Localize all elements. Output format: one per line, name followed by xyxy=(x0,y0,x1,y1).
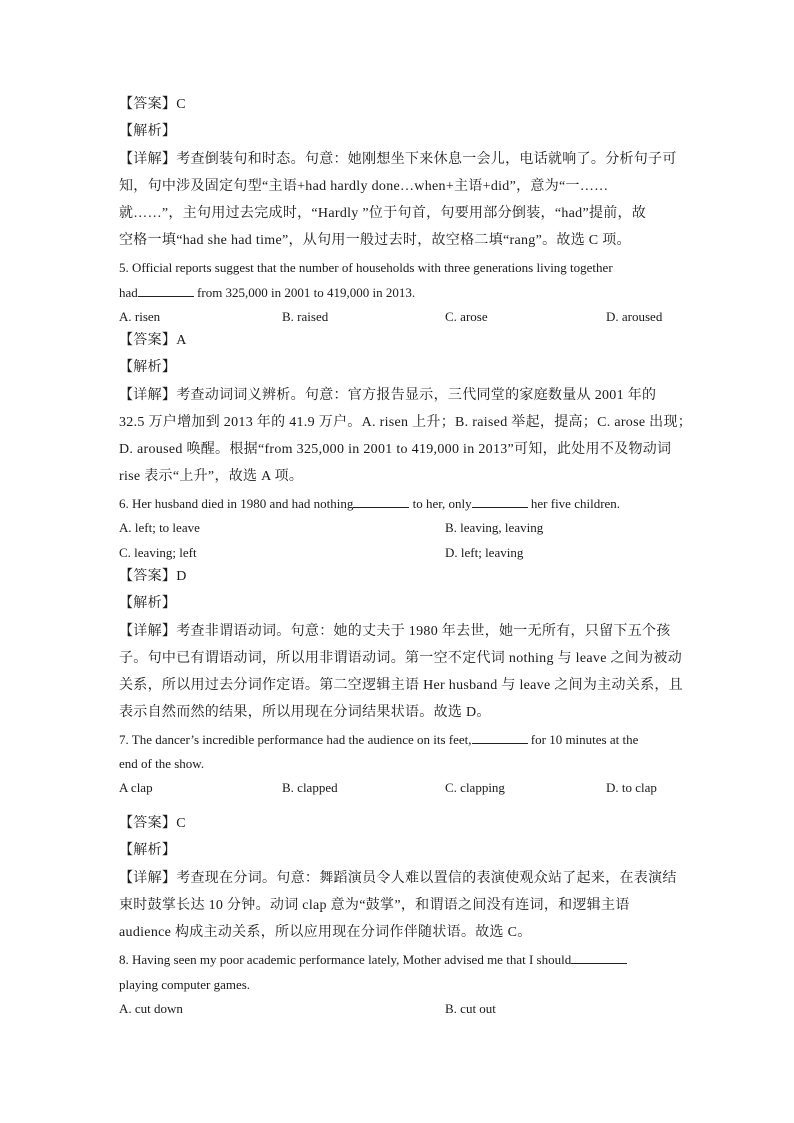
q6-detail-line: 关系，所以用过去分词作定语。第二空逻辑主语 Her husband 与 leave 之间为主动关系，且 xyxy=(119,678,683,693)
q6-option-c: C. leaving; left xyxy=(119,545,197,560)
q5-analysis-heading: 【解析】 xyxy=(119,360,177,375)
q5-answer-blank xyxy=(138,284,194,297)
q8-stem-line1 xyxy=(119,951,627,969)
q7-option-a: A clap xyxy=(119,780,153,795)
q7-detail-line: 束时鼓掌长达 10 分钟。动词 clap 意为“鼓掌”，和谓语之间没有连词，和逻辑主语 xyxy=(119,898,630,913)
q5-detail-line: D. aroused 唤醒。根据“from 325,000 in 2001 to 419,000 in 2013”可知，此处用不及物动词 xyxy=(119,442,672,457)
q6-blank-2 xyxy=(472,495,528,508)
q6-option-a: A. left; to leave xyxy=(119,520,200,535)
q6-answer: 【答案】D xyxy=(119,569,187,584)
q7-analysis-heading: 【解析】 xyxy=(119,843,177,858)
q8-stem-pre: 8. Having seen my poor academic performance lately, Mother advised me that I should xyxy=(119,952,572,967)
q7-detail-line: audience 构成主动关系，所以应用现在分词作伴随状语。故选 C。 xyxy=(119,925,532,940)
q7-answer: 【答案】C xyxy=(119,816,186,831)
q4-detail-line: 空格一填“had she had time”，从句用一般过去时，故空格二填“rang”。故选 C 项。 xyxy=(119,233,631,248)
q6-stem xyxy=(119,495,620,513)
q6-detail-line: 【详解】考查非谓语动词。句意：她的丈夫于 1980 年去世，她一无所有，只留下五个孩 xyxy=(119,624,671,639)
q5-option-c: C. arose xyxy=(445,309,488,324)
q8-option-a: A. cut down xyxy=(119,1001,183,1016)
q4-analysis-heading: 【解析】 xyxy=(119,124,177,139)
q7-option-d: D. to clap xyxy=(606,780,657,795)
q8-stem-line2: playing computer games. xyxy=(119,977,251,992)
q4-detail-line: 知，句中涉及固定句型“主语+had hardly done…when+主语+did”，意为“一…… xyxy=(119,179,609,194)
q6-blank-1 xyxy=(353,495,409,508)
q6-detail-line: 表示自然而然的结果，所以用现在分词结果状语。故选 D。 xyxy=(119,705,491,720)
q7-stem-line1 xyxy=(119,731,638,749)
q5-option-b: B. raised xyxy=(282,309,329,324)
q4-detail-line: 就……”，主句用过去完成时，“Hardly ”位于句首，句要用部分倒装，“had”提前，故 xyxy=(119,206,647,221)
q7-detail-line: 【详解】考查现在分词。句意：舞蹈演员令人难以置信的表演使观众站了起来，在表演结 xyxy=(119,871,677,886)
q5-stem-line2 xyxy=(119,284,415,302)
q6-stem-pre: 6. Her husband died in 1980 and had nothing xyxy=(119,496,354,511)
q8-answer-blank xyxy=(571,951,627,964)
q5-stem-line1: 5. Official reports suggest that the number of households with three generations living together xyxy=(119,260,613,275)
q6-option-b: B. leaving, leaving xyxy=(445,520,544,535)
q6-option-d: D. left; leaving xyxy=(445,545,524,560)
q6-stem-mid: to her, only xyxy=(409,496,472,511)
q5-answer: 【答案】A xyxy=(119,333,187,348)
q6-stem-post: her five children. xyxy=(527,496,621,511)
q7-stem-pre: 7. The dancer’s incredible performance had the audience on its feet, xyxy=(119,732,472,747)
q5-stem-pre: had xyxy=(119,285,138,300)
q5-detail-line: rise 表示“上升”，故选 A 项。 xyxy=(119,469,304,484)
q4-detail-line: 【详解】考查倒装句和时态。句意：她刚想坐下来休息一会儿，电话就响了。分析句子可 xyxy=(119,152,677,167)
q7-stem-line2: end of the show. xyxy=(119,756,205,771)
q6-detail-line: 子。句中已有谓语动词，所以用非谓语动词。第一空不定代词 nothing 与 leave 之间为被动 xyxy=(119,651,683,666)
q7-stem-post: for 10 minutes at the xyxy=(527,732,639,747)
q5-option-a: A. risen xyxy=(119,309,161,324)
q7-option-c: C. clapping xyxy=(445,780,505,795)
q5-detail-line: 【详解】考查动词词义辨析。句意：官方报告显示，三代同堂的家庭数量从 2001 年的 xyxy=(119,388,657,403)
q7-option-b: B. clapped xyxy=(282,780,338,795)
q7-answer-blank xyxy=(472,731,528,744)
q5-detail-line: 32.5 万户增加到 2013 年的 41.9 万户。A. risen 上升；B. raised 举起，提高；C. arose 出现； xyxy=(119,415,693,430)
q6-analysis-heading: 【解析】 xyxy=(119,596,177,611)
q4-answer: 【答案】C xyxy=(119,97,186,112)
q5-option-d: D. aroused xyxy=(606,309,663,324)
q5-stem-post: from 325,000 in 2001 to 419,000 in 2013. xyxy=(193,285,416,300)
q8-option-b: B. cut out xyxy=(445,1001,496,1016)
